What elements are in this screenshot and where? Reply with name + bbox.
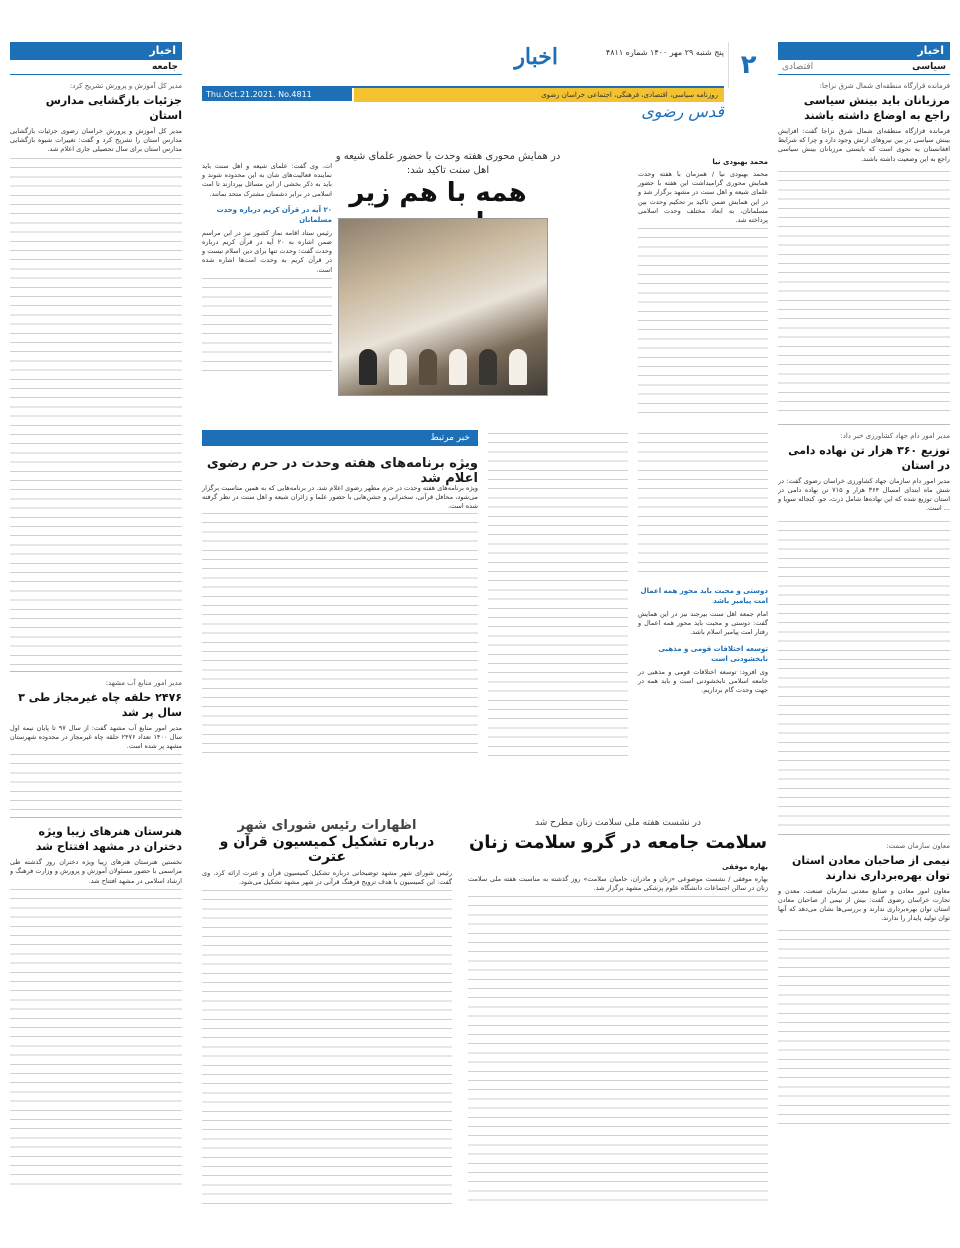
story-kicker: در نشست هفته ملی سلامت زنان مطرح شد bbox=[535, 818, 701, 828]
photo-figure bbox=[479, 349, 497, 385]
related-news-tab: خبر مرتبط bbox=[202, 430, 478, 446]
story-headline: هنرستان هنرهای زیبا ویژه دختران در مشهد افتتاح شد bbox=[35, 825, 182, 854]
story-body-filler bbox=[10, 751, 182, 811]
bottom-stories bbox=[202, 818, 768, 1238]
story-body-filler bbox=[202, 275, 332, 375]
story-body-filler bbox=[638, 430, 768, 580]
story-headline: ۲۴۷۶ حلقه چاه غیرمجاز طی ۳ سال پر شد bbox=[18, 690, 182, 719]
masthead bbox=[202, 42, 768, 132]
story-body-filler bbox=[488, 430, 628, 760]
story-body: نخستین هنرستان هنرهای زیبا ویژه دختران روز گذشته طی مراسمی با حضور مسئولان آموزش و پرورش و وزارت فرهنگ و ارشاد اسلامی در مشهد افتتاح شد. bbox=[10, 858, 182, 885]
tagline: روزنامه سیاسی، اقتصادی، فرهنگی، اجتماعی خراسان رضوی bbox=[354, 88, 724, 102]
main-story-column-left bbox=[202, 158, 332, 408]
story-body: فرمانده قرارگاه منطقه‌ای شمال شرق نزاجا گفت: افزایش بینش سیاسی در بین نیروهای ارتش وجود دارد و چرا که شرایط افغانستان به نحوی است که بایستی مرزبانان بینش سیاسی راجع به این وضعیت داشته باشند. bbox=[778, 127, 950, 163]
story-kicker: مدیر امور منابع آب مشهد: bbox=[105, 678, 182, 687]
story-kicker: معاون سازمان صمت: bbox=[886, 841, 950, 850]
story-body-filler bbox=[10, 155, 182, 665]
story-body: بهاره موفقی / نشست موضوعی «زنان و مادران، حامیان سلامت» روز گذشته به مناسبت هفته ملی سلامت زنان در سالن اجتماعات دانشگاه علوم پزشکی مشهد برگزار شد. bbox=[468, 875, 768, 893]
photo-figure bbox=[389, 349, 407, 385]
date-english: Thu.Oct.21.2021. No.4811 bbox=[202, 88, 352, 101]
story-body: مدیر کل آموزش و پرورش خراسان رضوی جزئیات بازگشایی مدارس استان را تشریح کرد و گفت: تغییرات شیوه بازگشایی مدارس استان برای سال تحصیلی جاری اعلام شد. bbox=[10, 127, 182, 154]
sub-tab bbox=[10, 60, 182, 75]
story-body-filler bbox=[202, 887, 452, 1207]
story-body: محمد بهبودی نیا / همزمان با هفته وحدت همایش محوری گرامیداشت این هفته با حضور علمای شیعه و اهل سنت در مشهد برگزار شد و در این همایش ضمن تاکید بر تحکیم وحدت بین مسلمانان، به ابعاد مختلف وحدت اسلامی پرداخته شد. bbox=[638, 170, 768, 225]
story-kicker: اظهارات رئیس شورای شهر bbox=[237, 818, 417, 833]
sub-tab-society: جامعه bbox=[152, 62, 178, 72]
photo-figure bbox=[509, 349, 527, 385]
section-title: اخبار bbox=[514, 44, 558, 70]
related-news-body: ویژه برنامه‌های هفته وحدت در حرم مطهر رضوی اعلام شد. در برنامه‌هایی که به همین مناسبت برگزار می‌شود، محافل قرآنی، سخنرانی و جشن‌هایی با حضور علما و زائران شیعه و اهل سنت در نظر گرفته شده است. bbox=[202, 484, 478, 511]
main-headline: همه با هم زیر bbox=[349, 178, 527, 208]
story-body: رئیس شورای شهر مشهد توضیحاتی درباره تشکیل کمیسیون قرآن و عترت ارائه کرد. وی گفت: این کمیسیون با هدف ترویج فرهنگ قرآنی در شهر مشهد تشکیل می‌شود. bbox=[202, 869, 452, 887]
related-news-headline: ویژه برنامه‌های هفته وحدت در حرم رضوی اعلام شد bbox=[206, 456, 478, 486]
story-kicker: فرمانده قرارگاه منطقه‌ای شمال شرق نزاجا: bbox=[819, 82, 950, 90]
newspaper-logo: قدس رضوی bbox=[641, 102, 724, 121]
page-number: ۲ bbox=[728, 42, 768, 88]
main-story bbox=[202, 148, 768, 408]
story-headline: توزیع ۳۶۰ هزار تن نهاده دامی در استان bbox=[788, 443, 950, 472]
divider bbox=[10, 817, 182, 818]
sub-tab-economic: اقتصادی bbox=[782, 62, 814, 72]
divider bbox=[778, 424, 950, 425]
byline: بهاره موفقی bbox=[722, 863, 768, 871]
right-column bbox=[778, 42, 950, 1240]
story-body: ات. وی گفت: علمای شیعه و اهل سنت باید نماینده فعالیت‌های شان به این محدوده شوند و باید به ذکر بخشی از این مسائل بپردازند تا امت اسلامی در برابر دشمنان مشترک متحد بمانند. bbox=[202, 162, 332, 198]
photo-figure bbox=[449, 349, 467, 385]
sub-tab-political: سیاسی bbox=[912, 62, 946, 72]
story-headline: سلامت جامعه در گرو سلامت زنان bbox=[468, 832, 768, 853]
sub-tab bbox=[778, 60, 950, 75]
story-body-filler bbox=[10, 886, 182, 1186]
main-story-column-right bbox=[638, 158, 768, 408]
story-body: وی افزود: توسعه اختلافات قومی و مذهبی در جامعه اسلامی نابخشودنی است و باید همه در جهت وحدت گام برداریم. bbox=[638, 667, 768, 695]
council-story bbox=[202, 818, 452, 1207]
story-headline: جزئیات بازگشایی مدارس استان bbox=[45, 94, 182, 122]
sub-kicker: ۲۰ آیه در قرآن کریم درباره وحدت مسلمانان bbox=[216, 205, 332, 224]
issue-line: پنج شنبه ۲۹ مهر ۱۴۰۰ شماره ۴۸۱۱ bbox=[605, 48, 724, 57]
story-headline: مرزبانان باید بینش سیاسی راجع به اوضاع داشته باشند bbox=[803, 94, 950, 122]
left-column bbox=[10, 42, 182, 1240]
story-body-filler bbox=[638, 225, 768, 415]
story-body-filler bbox=[202, 510, 478, 760]
story-headline: درباره تشکیل کمیسیون قرآن و عترت bbox=[219, 834, 435, 865]
photo-figure bbox=[359, 349, 377, 385]
sub-kicker: دوستی و محبت باید محور همه اعمال امت پیامبر باشد bbox=[640, 587, 768, 605]
main-photo bbox=[338, 218, 548, 396]
story-body: مدیر امور دام سازمان جهاد کشاورزی خراسان رضوی گفت: در شش ماه ابتدای امسال ۳۶۴ هزار و ۷۱۵ تن نهاده دامی در استان توزیع شده که این نهاده‌ها شامل ذرت، جو، کنجاله سویا و ... است. bbox=[778, 476, 950, 513]
story-body-filler bbox=[778, 168, 950, 418]
story-body-filler bbox=[778, 518, 950, 828]
sub-kicker: توسعه اختلافات قومی و مذهبی نابخشودنی است bbox=[658, 644, 768, 663]
health-story bbox=[468, 818, 768, 1203]
section-tab-news: اخبار bbox=[10, 42, 182, 60]
story-body: رئیس ستاد اقامه نماز کشور نیز در این مراسم ضمن اشاره به ۲۰ آیه در قرآن کریم درباره وحدت گفت: وحدت تنها برای دین اسلام نیست و در قرآن کریم به وحدت امت‌ها اشاره شده است. bbox=[202, 228, 332, 274]
story-kicker: مدیر کل آموزش و پرورش تشریح کرد: bbox=[69, 82, 182, 90]
side-column bbox=[638, 430, 768, 695]
divider bbox=[778, 834, 950, 835]
byline: محمد بهبودی نیا bbox=[712, 158, 768, 166]
photo-figure bbox=[419, 349, 437, 385]
related-news-box bbox=[202, 430, 768, 770]
story-headline: نیمی از صاحبان معادن استان توان بهره‌برداری ندارند bbox=[791, 853, 950, 882]
divider bbox=[10, 671, 182, 672]
story-body: مدیر امور منابع آب مشهد گفت: از سال ۹۷ تا پایان نیمه اول سال ۱۴۰۰ تعداد ۲۴۷۶ حلقه چاه غیرمجاز در محدوده شهرستان مشهد پر شده است. bbox=[10, 723, 182, 751]
story-kicker: مدیر امور دام جهاد کشاورزی خبر داد: bbox=[840, 431, 950, 440]
story-body: معاون امور معادن و صنایع معدنی سازمان صنعت، معدن و تجارت خراسان رضوی گفت: بیش از نیمی از صاحبان معادن استان توان بهره‌برداری ندارند و بررسی‌ها نشان می‌دهد که آنها توان تولید پایدار را ندارند. bbox=[778, 886, 950, 923]
story-body: امام جمعه اهل سنت بیرجند نیز در این همایش گفت: دوستی و محبت باید محور همه اعمال و رفتار امت پیامبر اسلام باشد. bbox=[638, 610, 768, 637]
main-kicker: در همایش محوری هفته وحدت با حضور علمای شیعه و اهل سنت تاکید شد: bbox=[335, 151, 561, 176]
story-body-filler bbox=[778, 927, 950, 1127]
story-body-filler bbox=[468, 893, 768, 1203]
section-tab-news: اخبار bbox=[778, 42, 950, 60]
